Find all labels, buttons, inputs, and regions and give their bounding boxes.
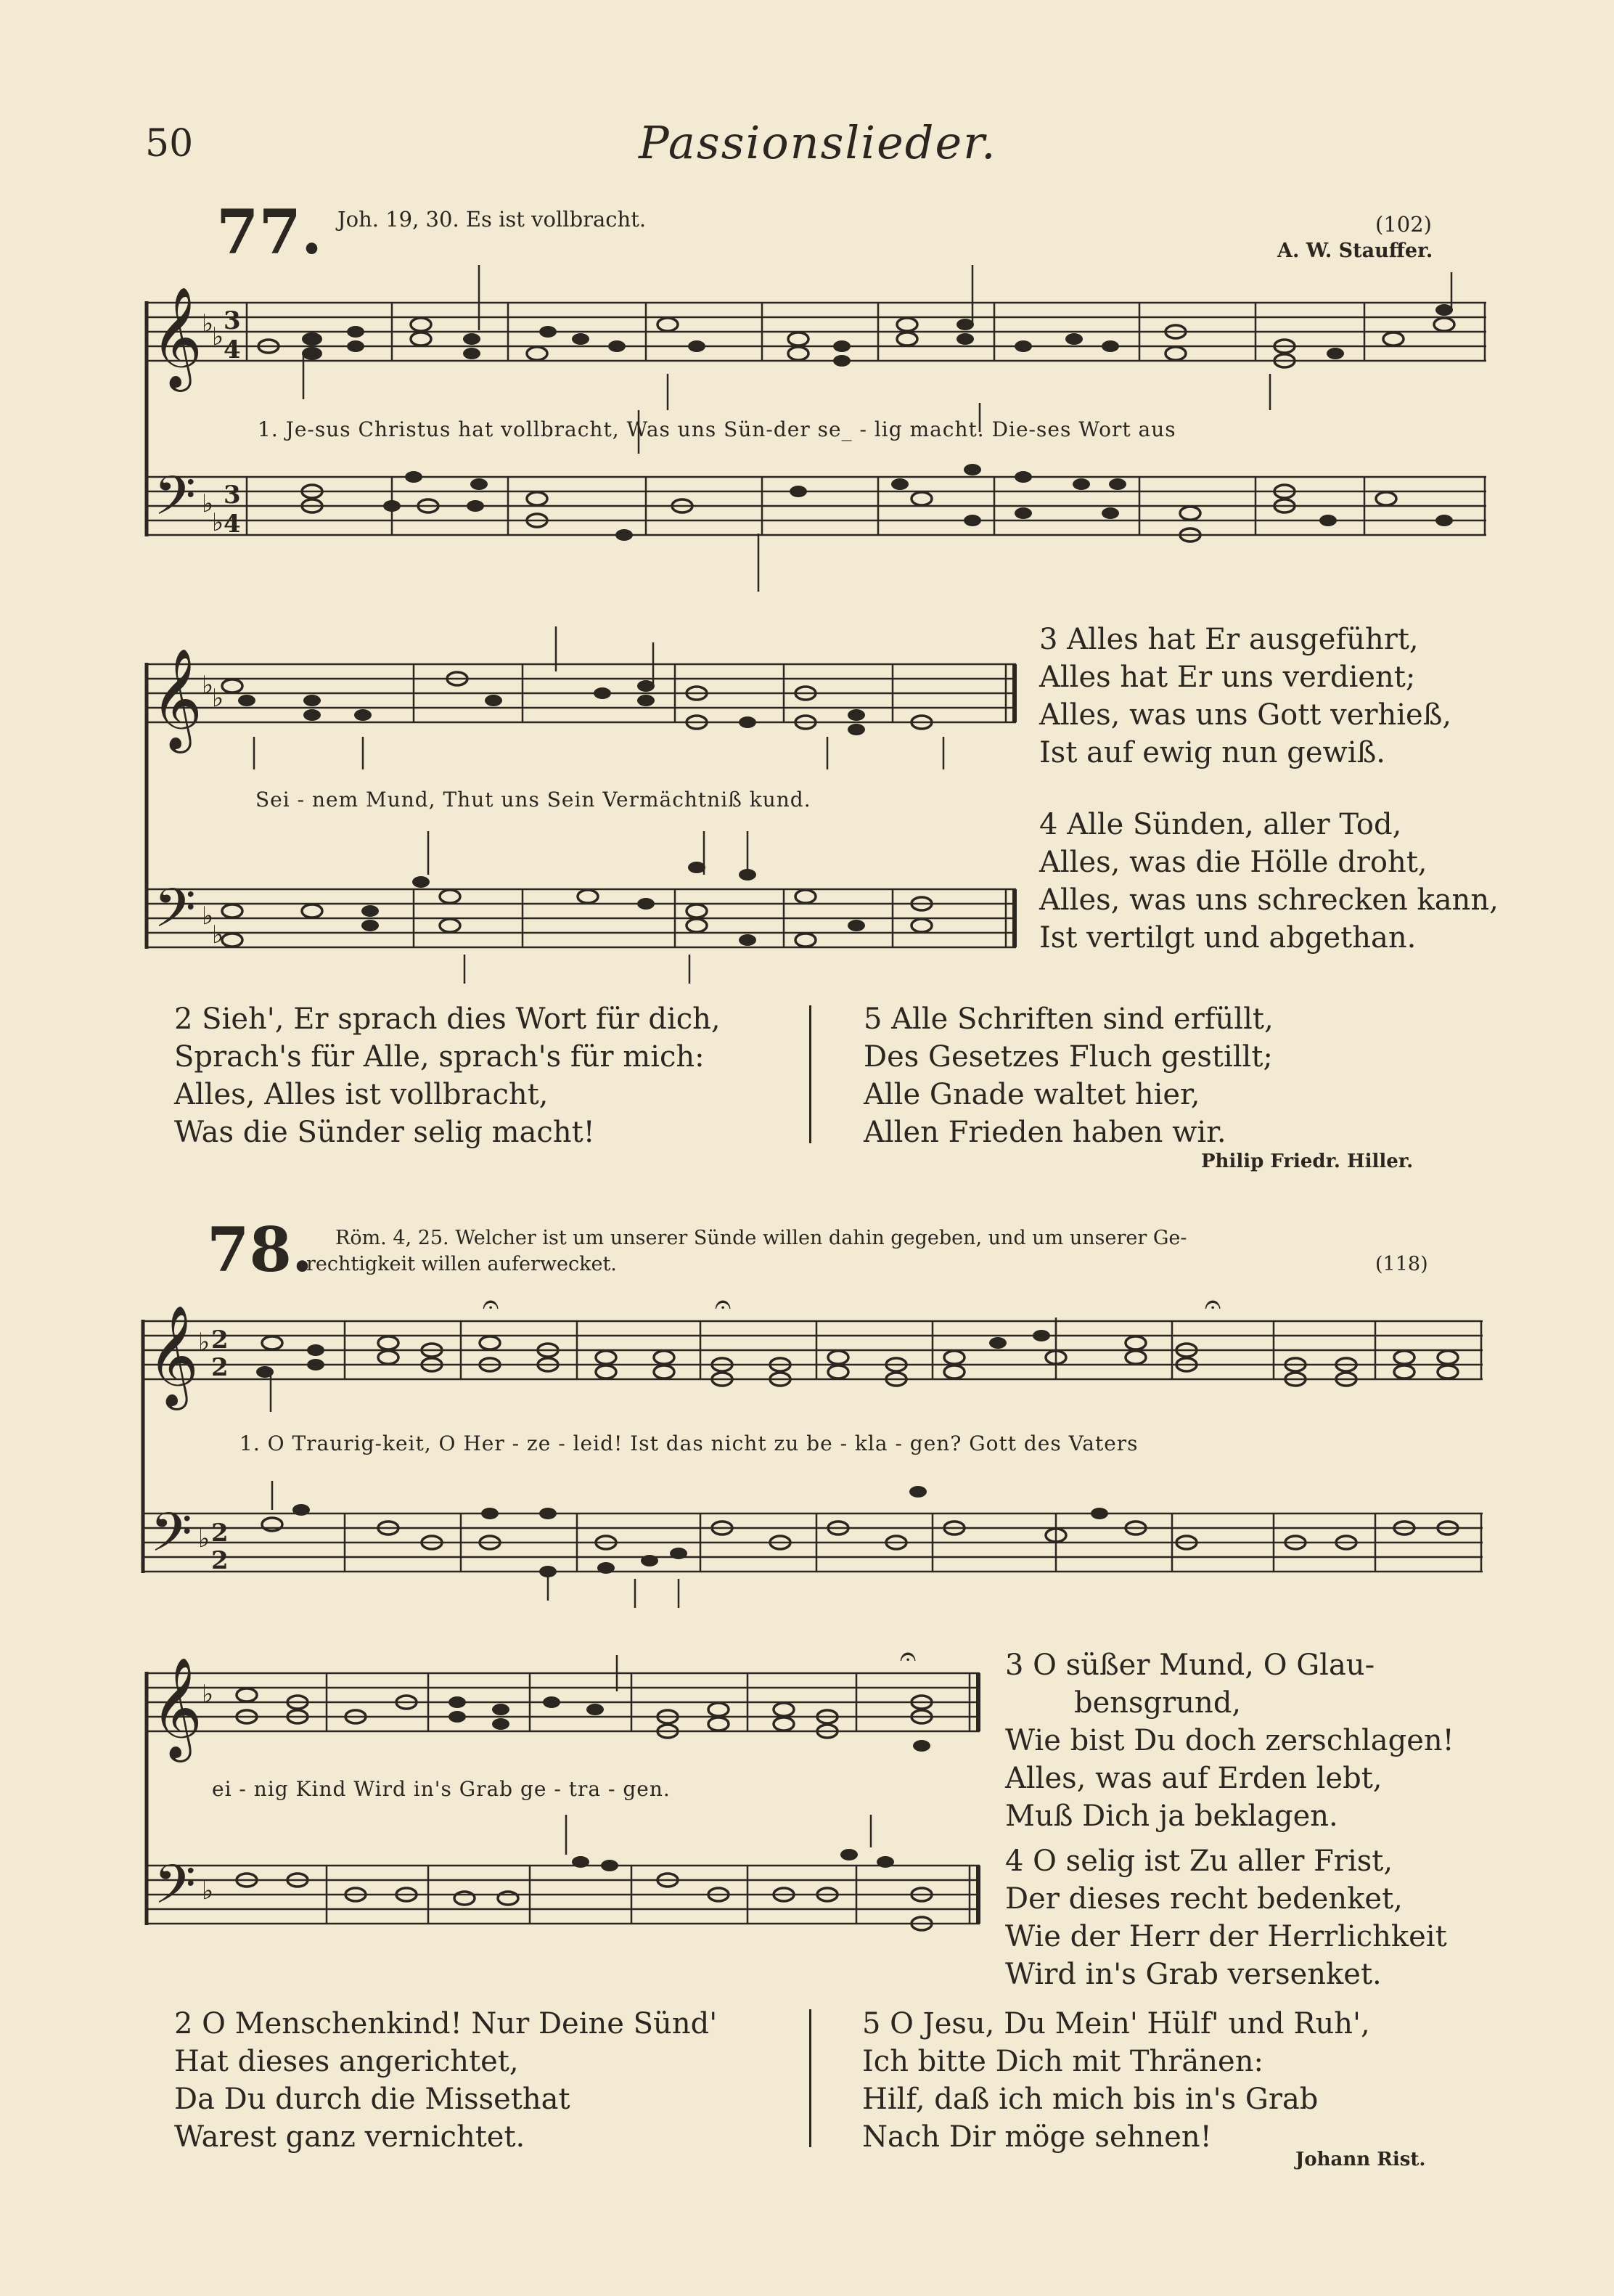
svg-text:4: 4 [224,510,241,539]
verse-line: Ist vertilgt und abgethan. [1039,921,1417,955]
svg-text:𝄞: 𝄞 [151,1657,202,1758]
svg-text:𝄢: 𝄢 [154,1853,196,1929]
svg-text:♭: ♭ [198,1524,210,1553]
verse-line: bensgrund, [1074,1686,1242,1720]
hymn-78-system-2-score [145,1640,987,1996]
svg-text:2: 2 [211,1519,229,1548]
verse-line: Muß Dich ja beklagen. [1005,1799,1338,1833]
hymn-77-tune-number: (102) [1375,212,1432,237]
hymn-77-scripture: Joh. 19, 30. Es ist vollbracht. [337,207,647,232]
svg-text:3: 3 [224,306,241,335]
hymn-78-verse-5 [862,2005,1370,2156]
hymn-77-verse-5 [864,1000,1274,1151]
verse-line: Wie der Herr der Herrlichkeit [1005,1920,1447,1953]
svg-text:𝄐: 𝄐 [483,1288,499,1321]
verse-line: 4 Alle Sünden, aller Tod, [1039,808,1402,841]
verse-line: Sprach's für Alle, sprach's für mich: [174,1040,705,1074]
svg-text:♭: ♭ [212,322,224,351]
svg-text:♭: ♭ [198,1328,210,1357]
verse-line: Alles, was uns Gott verhieß, [1039,698,1452,732]
svg-text:♭: ♭ [212,920,224,949]
verse-line: 4 O selig ist Zu aller Frist, [1005,1844,1393,1878]
svg-text:♭: ♭ [212,684,224,713]
verse-line: Da Du durch die Missethat [174,2083,570,2116]
hymn-78-number: 78. [207,1214,314,1286]
svg-text:♭: ♭ [202,1876,214,1905]
hymn-77-author: Philip Friedr. Hiller. [1201,1151,1414,1172]
svg-text:𝄐: 𝄐 [900,1640,917,1673]
svg-text:3: 3 [224,481,241,510]
verse-line: Hat dieses angerichtet, [174,2045,519,2078]
svg-text:𝄢: 𝄢 [154,465,196,541]
hymn-77-verse-4 [1039,806,1499,957]
hymn-77-verse-3 [1039,621,1451,772]
hymn-77-number: 77. [216,196,323,268]
verse-line: Hilf, daß ich mich bis in's Grab [862,2083,1319,2116]
running-title: Passionslieder. [639,116,997,169]
verse-line: 5 Alle Schriften sind erfüllt, [864,1002,1274,1036]
hymn-77-verse-2 [174,1000,721,1151]
svg-text:𝄞: 𝄞 [151,287,202,388]
verse-line: Ich bitte Dich mit Thränen: [862,2045,1263,2078]
svg-text:♭: ♭ [202,671,214,700]
verse-line: 3 O süßer Mund, O Glau- [1005,1649,1375,1682]
verse-line: Alle Gnade waltet hier, [864,1078,1200,1111]
page-number: 50 [145,122,194,166]
hymn-78-scripture-line-2: rechtigkeit willen auferwecket. [306,1253,617,1275]
verse-line: Des Gesetzes Fluch gestillt; [864,1040,1273,1074]
svg-text:2: 2 [211,1546,229,1575]
verse-line: 2 Sieh', Er sprach dies Wort für dich, [174,1002,721,1036]
verse-line: Was die Sünder selig macht! [174,1116,595,1149]
verse-line: Warest ganz vernichtet. [174,2120,525,2154]
verse-line: Der dieses recht bedenket, [1005,1882,1403,1916]
verse-line: Nach Dir möge sehnen! [862,2120,1212,2154]
hymn-78-verse-3 [1005,1646,1454,1835]
svg-text:𝄢: 𝄢 [154,877,196,953]
svg-text:2: 2 [211,1353,229,1382]
verse-line: 2 O Menschenkind! Nur Deine Sünd' [174,2007,718,2040]
svg-text:4: 4 [224,335,241,364]
verse-line: Ist auf ewig nun gewiß. [1039,736,1386,769]
column-divider [809,2009,811,2147]
verse-line: Wird in's Grab versenket. [1005,1958,1382,1991]
hymn-78-tune-number: (118) [1375,1253,1428,1275]
svg-text:2: 2 [211,1325,229,1355]
hymn-78-lyric-line-1: 1. O Traurig-keit, O Her - ze - leid! Ist das nicht zu be - kla - gen? Gott des Vaters [239,1431,1139,1455]
hymn-78-lyric-line-2: ei - nig Kind Wird in's Grab ge - tra - gen. [212,1777,671,1801]
hymn-77-composer: A. W. Stauffer. [1277,240,1433,262]
svg-text:♭: ♭ [202,902,214,931]
hymn-78-verse-4 [1005,1842,1447,1993]
verse-line: Alles, Alles ist vollbracht, [174,1078,549,1111]
verse-line: Alles, was auf Erden lebt, [1005,1762,1382,1795]
verse-line: Alles hat Er uns verdient; [1039,661,1416,694]
hymn-78-verse-2 [174,2005,717,2156]
hymn-78-system-1-score [142,1288,1491,1644]
hymn-77-lyric-line-2: Sei - nem Mund, Thut uns Sein Vermächtniß kund. [255,788,811,812]
verse-line: Alles, was die Hölle droht, [1039,846,1427,879]
svg-text:𝄞: 𝄞 [147,1305,199,1406]
svg-text:𝄐: 𝄐 [1205,1288,1221,1321]
svg-text:♭: ♭ [202,489,214,518]
hymn-78-author: Johann Rist. [1295,2149,1426,2170]
column-divider [809,1005,811,1143]
svg-text:𝄞: 𝄞 [151,648,202,749]
svg-text:♭: ♭ [202,309,214,338]
hymn-77-lyric-line-1: 1. Je-sus Christus hat vollbracht, Was uns Sün-der se_ - lig macht. Die-ses Wort aus [258,417,1176,441]
svg-text:♭: ♭ [202,1680,214,1709]
verse-line: Allen Frieden haben wir. [864,1116,1226,1149]
verse-line: 3 Alles hat Er ausgeführt, [1039,623,1419,656]
svg-text:𝄐: 𝄐 [715,1288,732,1321]
svg-text:𝄢: 𝄢 [150,1501,192,1577]
svg-text:♭: ♭ [212,508,224,537]
verse-line: Wie bist Du doch zerschlagen! [1005,1724,1454,1757]
verse-line: 5 O Jesu, Du Mein' Hülf' und Ruh', [862,2007,1370,2040]
verse-line: Alles, was uns schrecken kann, [1039,883,1499,917]
hymn-78-scripture-line-1: Röm. 4, 25. Welcher ist um unserer Sünde willen dahin gegeben, und um unserer Ge- [335,1227,1187,1249]
